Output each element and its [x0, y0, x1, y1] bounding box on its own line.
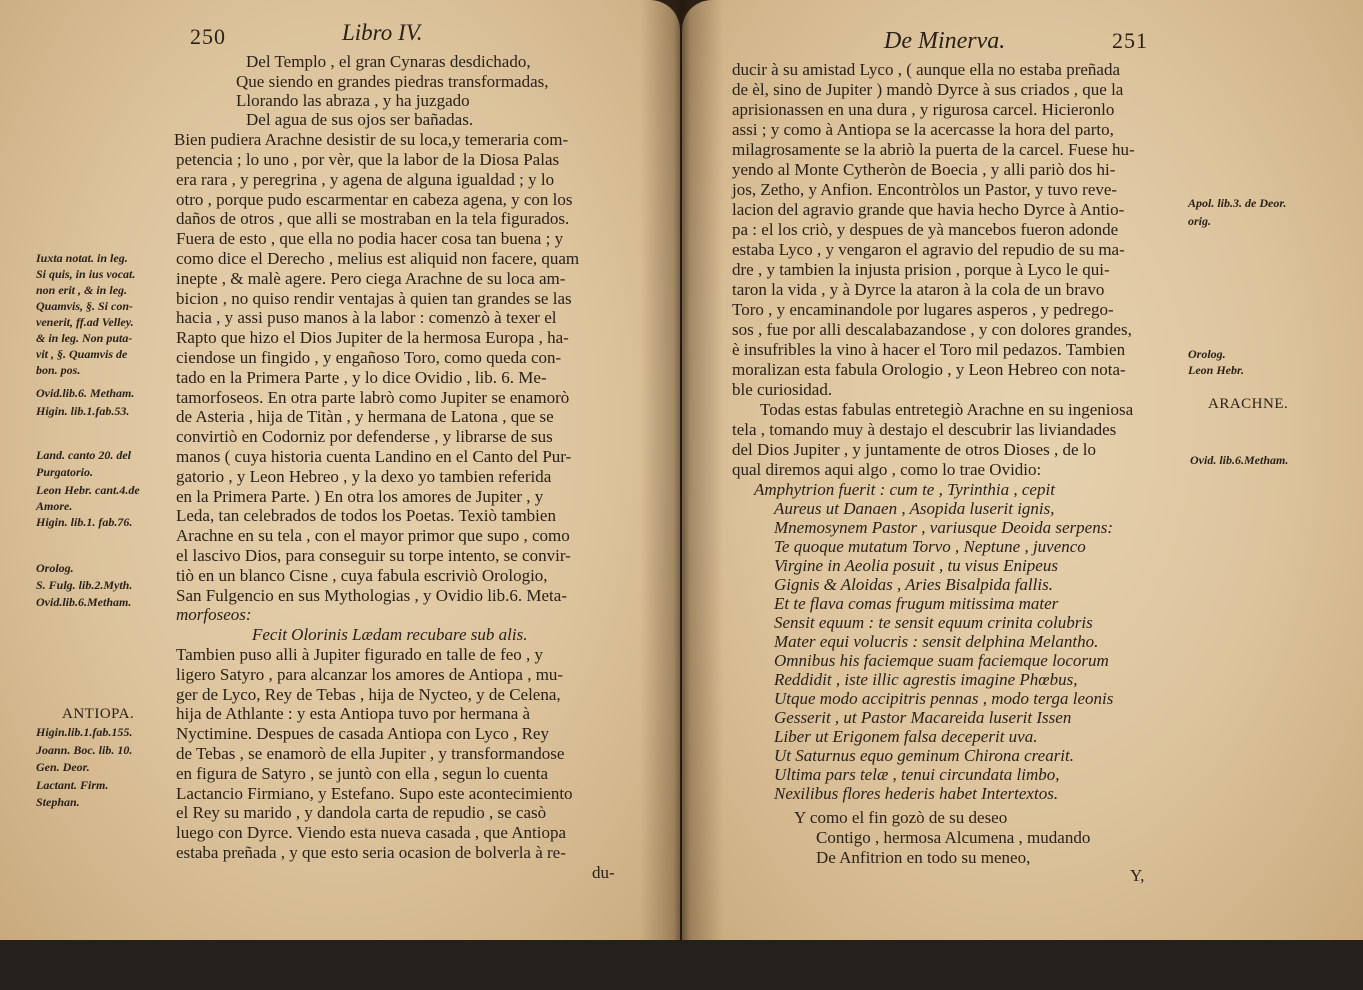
margin-note: Ovid.lib.6. Metham.	[36, 386, 135, 400]
margin-note: Gen. Deor.	[36, 760, 90, 774]
latin-verse: Gesserit , ut Pastor Macareida luserit Issen	[774, 708, 1072, 727]
margin-note: Joann. Boc. lib. 10.	[36, 743, 133, 757]
body-line: qual diremos aqui algo , como lo trae Ovidio:	[732, 460, 1042, 479]
body-line: sos , fue por alli descalabazandose , y con dolores grandes,	[732, 320, 1132, 339]
body-line: Bien pudiera Arachne desistir de su loca,y temeraria com-	[174, 130, 569, 149]
body-line: luego con Dyrce. Viendo esta nueva casada , que Antiopa	[176, 823, 567, 842]
margin-note: Ovid.lib.6.Metham.	[36, 595, 132, 609]
body-line: aprisionassen en una dura , y rigurosa carcel. Hicieronlo	[732, 100, 1115, 119]
margin-note: Ovid. lib.6.Metham.	[1190, 453, 1289, 467]
book-gutter	[640, 0, 724, 940]
body-line: milagrosamente se la abriò la puerta de la carcel. Fuese hu-	[732, 140, 1135, 159]
body-line: dre , y tambien la injusta prision , porque à Lyco le qui-	[732, 260, 1110, 279]
latin-verse: Liber ut Erigonem falsa deceperit uva.	[774, 727, 1038, 746]
latin-verse: Utque modo accipitris pennas , modo terga leonis	[774, 689, 1114, 708]
margin-note: Amore.	[36, 499, 73, 513]
margin-note: Stephan.	[36, 795, 80, 809]
verse-line: Llorando las abraza , y ha juzgado	[236, 91, 470, 110]
latin-verse: Reddidit , iste illic agrestis imagine Phœbus,	[774, 670, 1078, 689]
body-line: inepte , & malè agere. Pero ciega Arachne de su loca am-	[176, 269, 566, 288]
body-line: San Fulgencio en sus Mythologias , y Ovidio lib.6. Meta-	[176, 586, 567, 605]
body-line: Fuera de esto , que ella no podia hacer cosa tan buena ; y	[176, 229, 564, 248]
body-line: jos, Zetho, y Anfion. Encontròlos un Pastor, y tuvo reve-	[732, 180, 1118, 199]
margin-note: Lactant. Firm.	[36, 778, 109, 792]
margin-note: non erit , & in leg.	[36, 283, 128, 297]
margin-note: Iuxta notat. in leg.	[36, 251, 128, 265]
catchword: Y,	[1130, 866, 1145, 885]
body-line: convirtiò en Codorniz por defenderse , y librarse de sus	[176, 427, 553, 446]
latin-verse: Mater equi volucris : sensit delphina Melantho.	[774, 632, 1099, 651]
margin-note: Orolog.	[1188, 347, 1226, 361]
margin-note: vit , §. Quamvis de	[36, 347, 128, 361]
body-line: estaba Lyco , y vengaron el agravio del repudio de su ma-	[732, 240, 1125, 259]
verse-line: Que siendo en grandes piedras transformadas,	[236, 72, 549, 91]
left-page	[0, 0, 680, 940]
body-line: en la Primera Parte. ) En otra los amores de Jupiter , y	[176, 487, 544, 506]
body-line: era rara , y peregrina , y agena de alguna igualdad ; y lo	[176, 170, 555, 189]
body-line: bicion , no quiso rendir ventajas à quien tan grandes se las	[176, 289, 572, 308]
latin-verse: Ut Saturnus equo geminum Chirona crearit.	[774, 746, 1075, 765]
margin-note: Purgatorio.	[36, 465, 94, 479]
latin-verse: Ultima pars telæ , tenui circundata limbo,	[774, 765, 1060, 784]
body-line: hacia , y assi puso manos à la labor : comenzò à texer el	[176, 308, 557, 327]
body-line: otro , porque pudo escarmentar en cabeza agena, y con los	[176, 190, 573, 209]
verse-line: Del Templo , el gran Cynaras desdichado,	[246, 52, 531, 71]
body-line: en figura de Satyro , se juntò con ella , segun lo cuenta	[176, 764, 548, 783]
body-line: tela , tomando muy à destajo el descubrir las liviandades	[732, 420, 1117, 439]
body-line: assi ; y como à Antiopa se la acercasse la hora del parto,	[732, 120, 1114, 139]
body-line: Lactancio Firmiano, y Estefano. Supo este acontecimiento	[176, 784, 573, 803]
margin-note: Higin. lib.1.fab.53.	[36, 404, 130, 418]
latin-verse: Mnemosynem Pastor , variusque Deoida serpens:	[774, 518, 1113, 537]
page-number: 250	[190, 24, 226, 49]
running-head: Libro IV.	[342, 20, 423, 45]
body-line: moralizan esta fabula Orologio , y Leon Hebreo con nota-	[732, 360, 1126, 379]
body-line: gatorio , y Leon Hebreo , y la dexo yo tambien referida	[176, 467, 552, 486]
latin-verse: Sensit equum : te sensit equum crinita colubris	[774, 613, 1093, 632]
running-head: De Minerva.	[884, 28, 1006, 54]
body-line: como dice el Derecho , melius est aliquid non facere, quam	[176, 249, 580, 268]
body-line: Nyctimine. Despues de casada Antiopa con Lyco , Rey	[176, 724, 549, 743]
margin-note: Si quis, in ius vocat.	[36, 267, 136, 281]
verse-line: De Anfitrion en todo su meneo,	[816, 848, 1031, 867]
margin-heading: ANTIOPA.	[62, 706, 135, 722]
latin-verse: Te quoque mutatum Torvo , Neptune , juvenco	[774, 537, 1086, 556]
margin-note: Orolog.	[36, 561, 74, 575]
right-page	[682, 0, 1363, 940]
page-number: 251	[1112, 28, 1148, 53]
margin-note: Higin. lib.1. fab.76.	[36, 515, 133, 529]
background-band	[0, 940, 1363, 990]
body-line: petencia ; lo uno , por vèr, que la labor de la Diosa Palas	[176, 150, 560, 169]
body-line: daños de otros , que alli se mostraban en la tela figurados.	[176, 209, 570, 228]
verse-line: Y como el fin gozò de su deseo	[794, 808, 1008, 827]
body-line: de Tebas , se enamorò de ella Jupiter , y transformandose	[176, 744, 565, 763]
body-line: ducir à su amistad Lyco , ( aunque ella no estaba preñada	[732, 60, 1121, 79]
margin-note: Leon Hebr. cant.4.de	[36, 483, 140, 497]
latin-quote: Fecit Olorinis Lædam recubare sub alis.	[252, 625, 528, 644]
margin-note: Higin.lib.1.fab.155.	[36, 725, 133, 739]
body-line: pa : el los criò, y despues de yà mancebos fueron adonde	[732, 220, 1119, 239]
body-line: ble curiosidad.	[732, 380, 833, 399]
verse-line: Contigo , hermosa Alcumena , mudando	[816, 828, 1091, 847]
latin-verse: Nexilibus flores hederis habet Intertextos.	[774, 784, 1059, 803]
body-line: de èl, sino de Jupiter ) mandò Dyrce à sus criados , que la	[732, 80, 1124, 99]
margin-note: Quamvis, §. Si con-	[36, 299, 134, 313]
latin-verse: Et te flava comas frugum mitissima mater	[774, 594, 1059, 613]
latin-verse: Aureus ut Danaen , Asopida luserit ignis,	[774, 499, 1055, 518]
body-line: Toro , y encaminandole por lugares asperos , y pedrego-	[732, 300, 1114, 319]
body-line: hija de Athlante : y esta Antiopa tuvo por hermana à	[176, 704, 531, 723]
body-line: ciendose un fingido , y engañoso Toro, como queda con-	[176, 348, 562, 367]
body-line: manos ( cuya historia cuenta Landino en el Canto del Pur-	[176, 447, 572, 466]
margin-heading: ARACHNE.	[1208, 396, 1289, 412]
body-line: del Dios Jupiter , y juntamente de otros Dioses , de lo	[732, 440, 1097, 459]
margin-note: orig.	[1188, 214, 1212, 228]
body-line: Leda, tan celebrados de todos los Poetas. Texiò tambien	[176, 506, 556, 525]
body-line: lacion del agravio grande que havia hecho Dyrce à Antio-	[732, 200, 1125, 219]
body-line: taron la vida , y à Dyrce la ataron à la cola de un bravo	[732, 280, 1105, 299]
margin-note: venerit, ff.ad Velley.	[36, 315, 134, 329]
body-line: tado en la Primera Parte , y lo dice Ovidio , lib. 6. Me-	[176, 368, 547, 387]
verse-line: Del agua de sus ojos ser bañadas.	[246, 110, 474, 129]
body-line: ligero Satyro , para alcanzar los amores de Antiopa , mu-	[176, 665, 564, 684]
latin-verse: Omnibus his faciemque suam faciemque locorum	[774, 651, 1109, 670]
body-line: ger de Lyco, Rey de Tebas , hija de Nycteo, y de Celena,	[176, 685, 561, 704]
latin-verse: Virgine in Aeolia posuit , tu visus Enipeus	[774, 556, 1058, 575]
catchword: du-	[592, 863, 615, 882]
body-line: tamorfoseos. En otra parte labrò como Jupiter se enamorò	[176, 388, 570, 407]
margin-note: Land. canto 20. del	[36, 448, 131, 462]
body-line: de Asteria , hija de Titàn , y hermana de Latona , que se	[176, 407, 554, 426]
margin-note: & in leg. Non puta-	[36, 331, 133, 345]
body-line: Todas estas fabulas entretegiò Arachne en su ingeniosa	[760, 400, 1134, 419]
body-line: è insufribles la vino à hacer el Toro mil pedazos. Tambien	[732, 340, 1126, 359]
latin-verse: Gignis & Aloidas , Aries Bisalpida fallis.	[774, 575, 1053, 594]
margin-note: Apol. lib.3. de Deor.	[1188, 196, 1287, 210]
body-line: tiò en un blanco Cisne , cuya fabula escriviò Orologio,	[176, 566, 548, 585]
body-line: el Rey su marido , y dandola carta de repudio , se casò	[176, 803, 547, 822]
margin-note: bon. pos.	[36, 363, 81, 377]
body-line: estaba preñada , y que esto seria ocasion de bolverla à re-	[176, 843, 566, 862]
body-line: Rapto que hizo el Dios Jupiter de la hermosa Europa , ha-	[176, 328, 569, 347]
body-line: Arachne en su tela , con el mayor primor que supo , como	[176, 526, 570, 545]
body-line: el lascivo Dios, para conseguir su torpe intento, se convir-	[176, 546, 571, 565]
latin-verse: Amphytrion fuerit : cum te , Tyrinthia , cepit	[754, 480, 1055, 499]
margin-note: Leon Hebr.	[1188, 363, 1244, 377]
body-line: yendo al Monte Cytheròn de Boecia , y alli pariò dos hi-	[732, 160, 1116, 179]
body-line: Tambien puso alli à Jupiter figurado en talle de feo , y	[176, 645, 544, 664]
body-line: morfoseos:	[176, 605, 252, 624]
margin-note: S. Fulg. lib.2.Myth.	[36, 578, 133, 592]
